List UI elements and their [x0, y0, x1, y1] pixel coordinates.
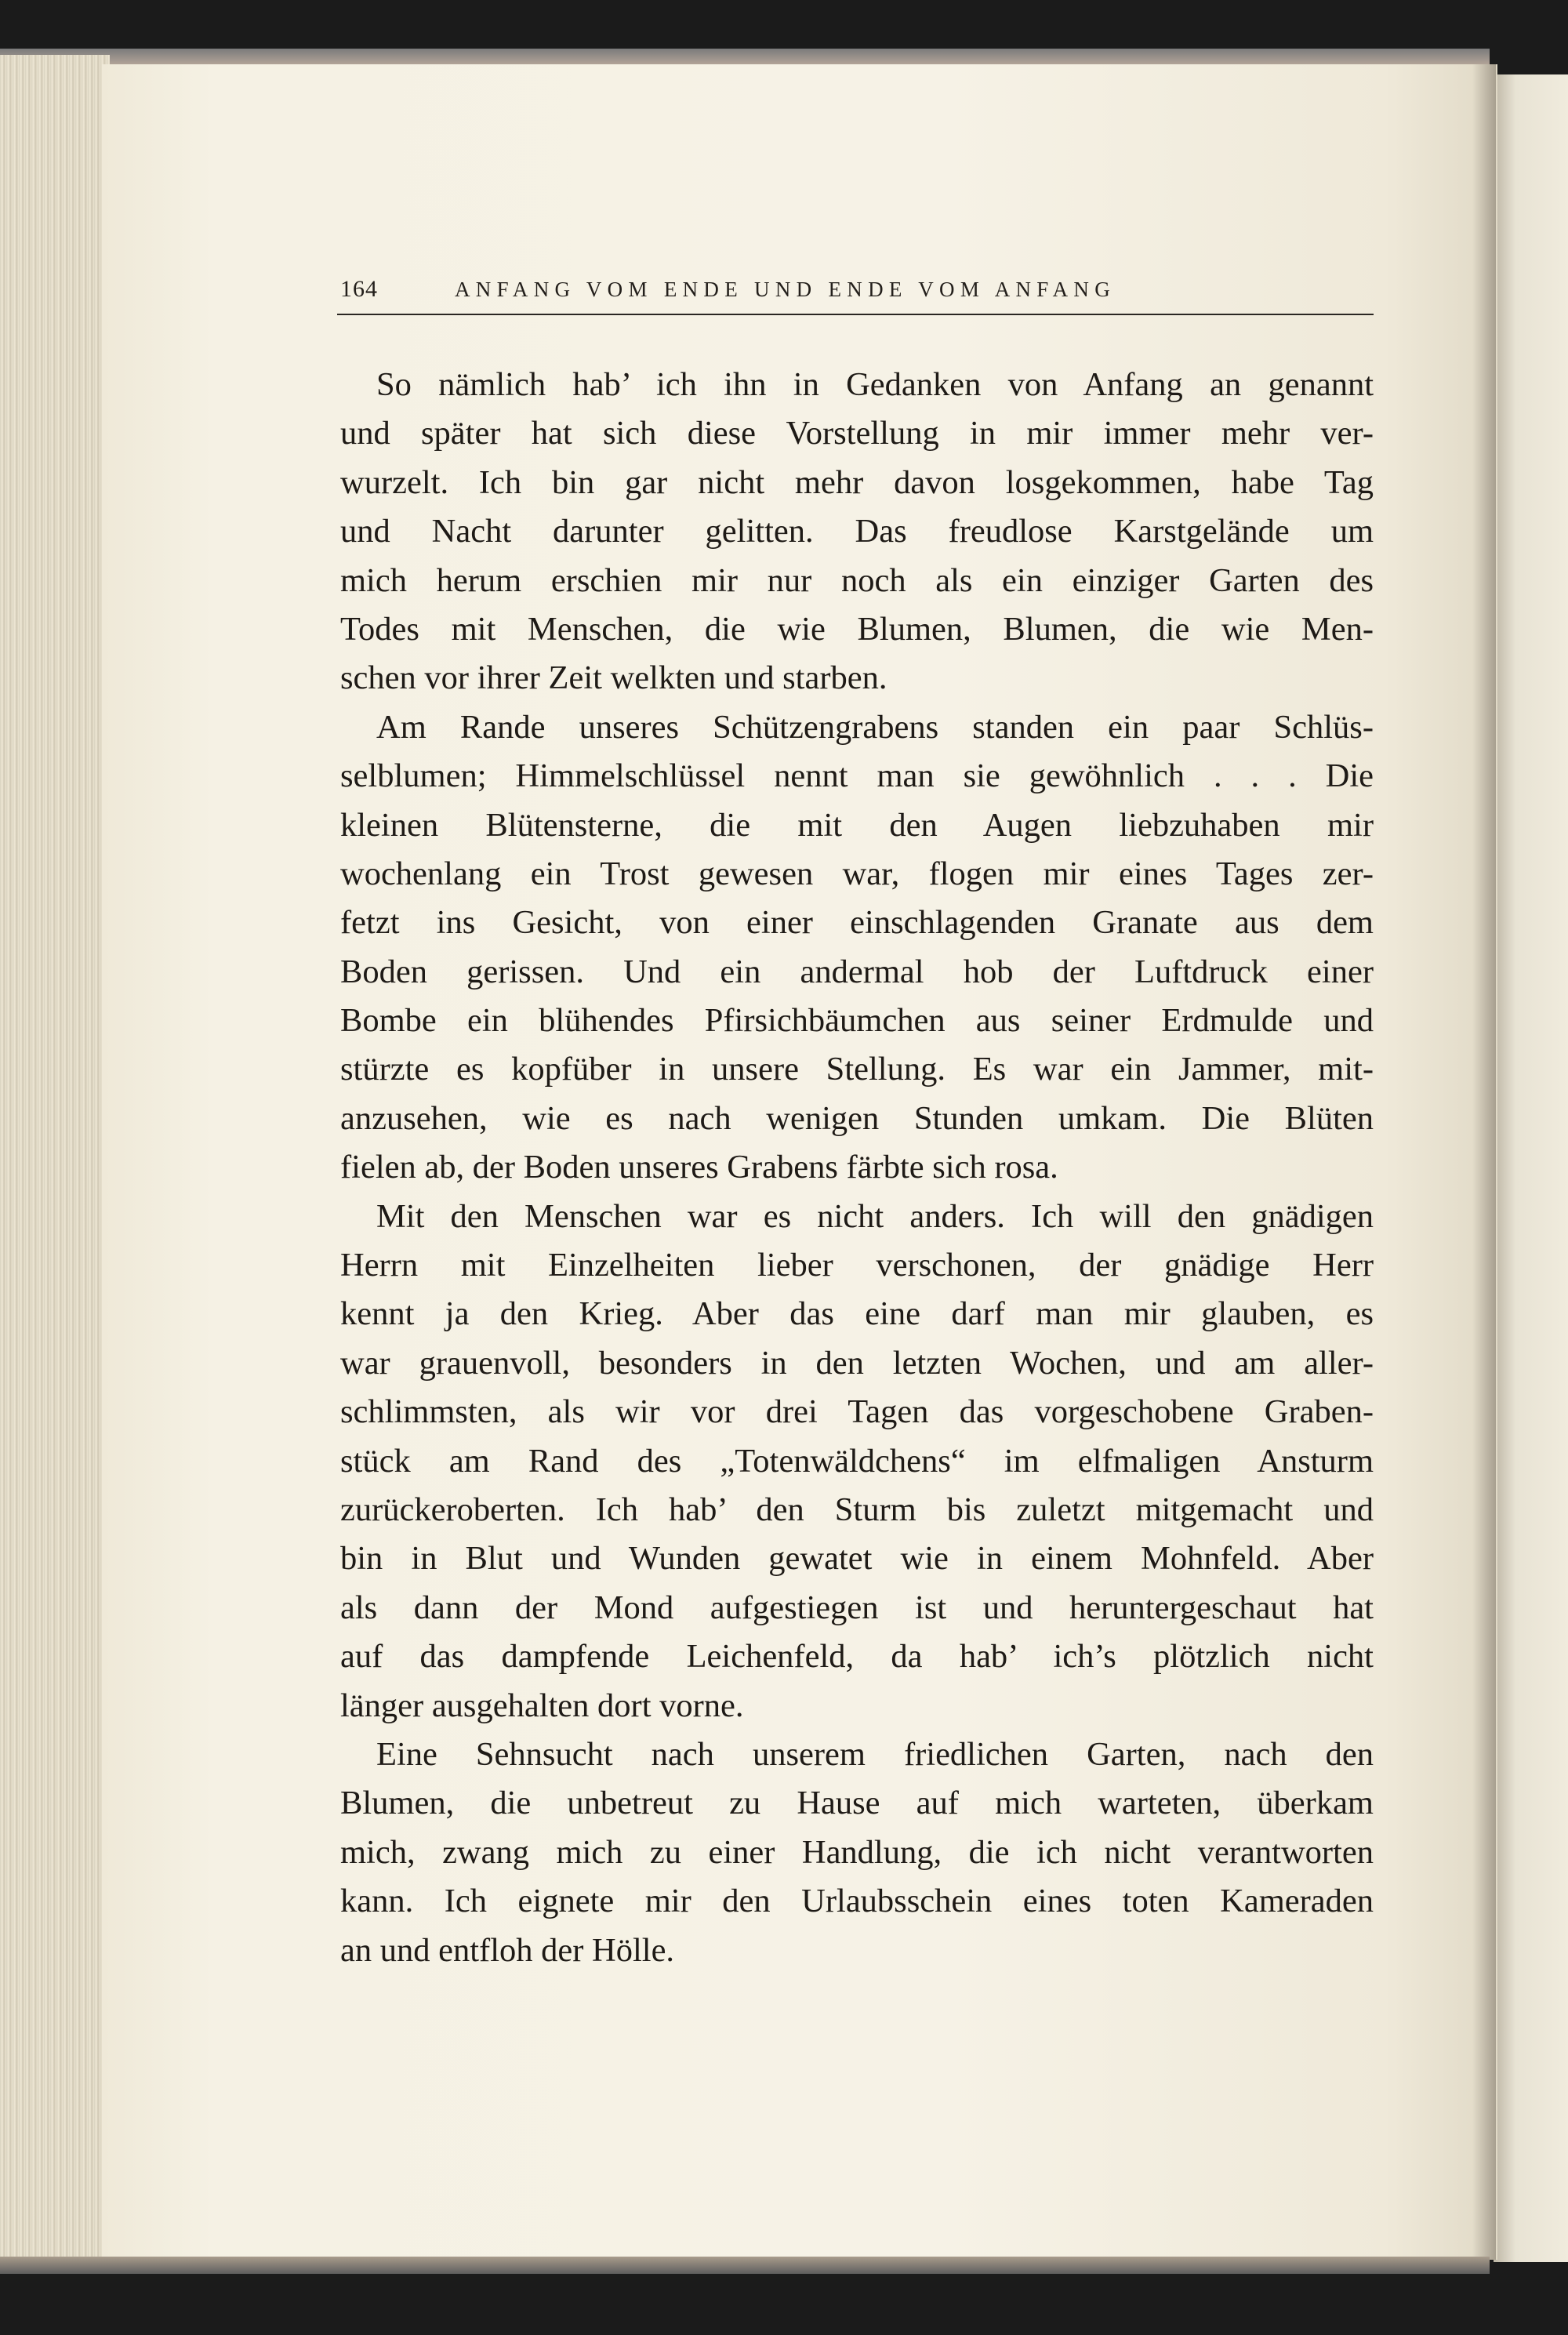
paragraph-3: [340, 1193, 1374, 1730]
text-line: war grauenvoll, besonders in den letzten Wochen, und am aller-: [340, 1344, 1374, 1382]
text-line: Boden gerissen. Und ein andermal hob der Luftdruck einer: [340, 953, 1374, 990]
page-number: 164: [340, 276, 378, 302]
book-top-edge: [0, 49, 1490, 66]
body-text: [340, 361, 1374, 1975]
text-line: stück am Rand des „Totenwäldchens“ im elfmaligen Ansturm: [340, 1442, 1374, 1480]
facing-page-edge: [1494, 74, 1568, 2262]
text-line: anzusehen, wie es nach wenigen Stunden umkam. Die Blüten: [340, 1099, 1374, 1137]
text-line: und Nacht darunter gelitten. Das freudlose Karstgelände um: [340, 513, 1374, 550]
text-line: Blumen, die unbetreut zu Hause auf mich warteten, überkam: [340, 1785, 1374, 1822]
text-line: kann. Ich eignete mir den Urlaubsschein eines toten Kameraden: [340, 1883, 1374, 1920]
text-line: kennt ja den Krieg. Aber das eine darf man mir glauben, es: [340, 1295, 1374, 1333]
text-line: mich, zwang mich zu einer Handlung, die ich nicht verantworten: [340, 1833, 1374, 1871]
text-line: fielen ab, der Boden unseres Grabens färbte sich rosa.: [340, 1149, 1058, 1186]
text-line: mich herum erschien mir nur noch als ein einziger Garten des: [340, 561, 1374, 599]
text-line: an und entfloh der Hölle.: [340, 1931, 675, 1969]
text-line: selblumen; Himmelschlüssel nennt man sie gewöhnlich . . . Die: [340, 757, 1374, 795]
text-line: Bombe ein blühendes Pfirsichbäumchen aus seiner Erdmulde und: [340, 1002, 1374, 1040]
text-line: So nämlich hab’ ich ihn in Gedanken von Anfang an genannt: [376, 366, 1374, 403]
paragraph-1: [340, 361, 1374, 703]
text-line: Herrn mit Einzelheiten lieber verschonen, der gnädige Herr: [340, 1247, 1374, 1284]
text-line: Eine Sehnsucht nach unserem friedlichen Garten, nach den: [376, 1735, 1374, 1773]
text-line: Mit den Menschen war es nicht anders. Ich will den gnädigen: [376, 1197, 1374, 1235]
text-line: zurückeroberten. Ich hab’ den Sturm bis zuletzt mitgemacht und: [340, 1491, 1374, 1528]
text-line: stürzte es kopfüber in unsere Stellung. Es war ein Jammer, mit-: [340, 1051, 1374, 1088]
paragraph-2: [340, 703, 1374, 1193]
text-line: Todes mit Menschen, die wie Blumen, Blumen, die wie Men-: [340, 610, 1374, 648]
running-title: ANFANG VOM ENDE UND ENDE VOM ANFANG: [455, 278, 1116, 301]
text-line: bin in Blut und Wunden gewatet wie in einem Mohnfeld. Aber: [340, 1540, 1374, 1578]
text-line: fetzt ins Gesicht, von einer einschlagenden Granate aus dem: [340, 904, 1374, 942]
running-header: [337, 274, 1374, 315]
text-line: auf das dampfende Leichenfeld, da hab’ ich’s plötzlich nicht: [340, 1638, 1374, 1676]
text-line: wochenlang ein Trost gewesen war, flogen mir eines Tages zer-: [340, 855, 1374, 892]
book-page-edges: [0, 55, 110, 2266]
text-line: als dann der Mond aufgestiegen ist und heruntergeschaut hat: [340, 1589, 1374, 1626]
text-line: schlimmsten, als wir vor drei Tagen das vorgeschobene Graben-: [340, 1393, 1374, 1431]
text-line: und später hat sich diese Vorstellung in mir immer mehr ver-: [340, 415, 1374, 452]
text-line: Am Rande unseres Schützengrabens standen ein paar Schlüs-: [376, 708, 1374, 746]
text-line: kleinen Blütensterne, die mit den Augen liebzuhaben mir: [340, 806, 1374, 844]
text-line: wurzelt. Ich bin gar nicht mehr davon losgekommen, habe Tag: [340, 463, 1374, 501]
paragraph-4: [340, 1730, 1374, 1975]
text-line: schen vor ihrer Zeit welkten und starben.: [340, 659, 887, 697]
book-bottom-edge: [0, 2257, 1490, 2274]
gutter-shadow: [1472, 64, 1496, 2260]
text-line: länger ausgehalten dort vorne.: [340, 1687, 744, 1724]
